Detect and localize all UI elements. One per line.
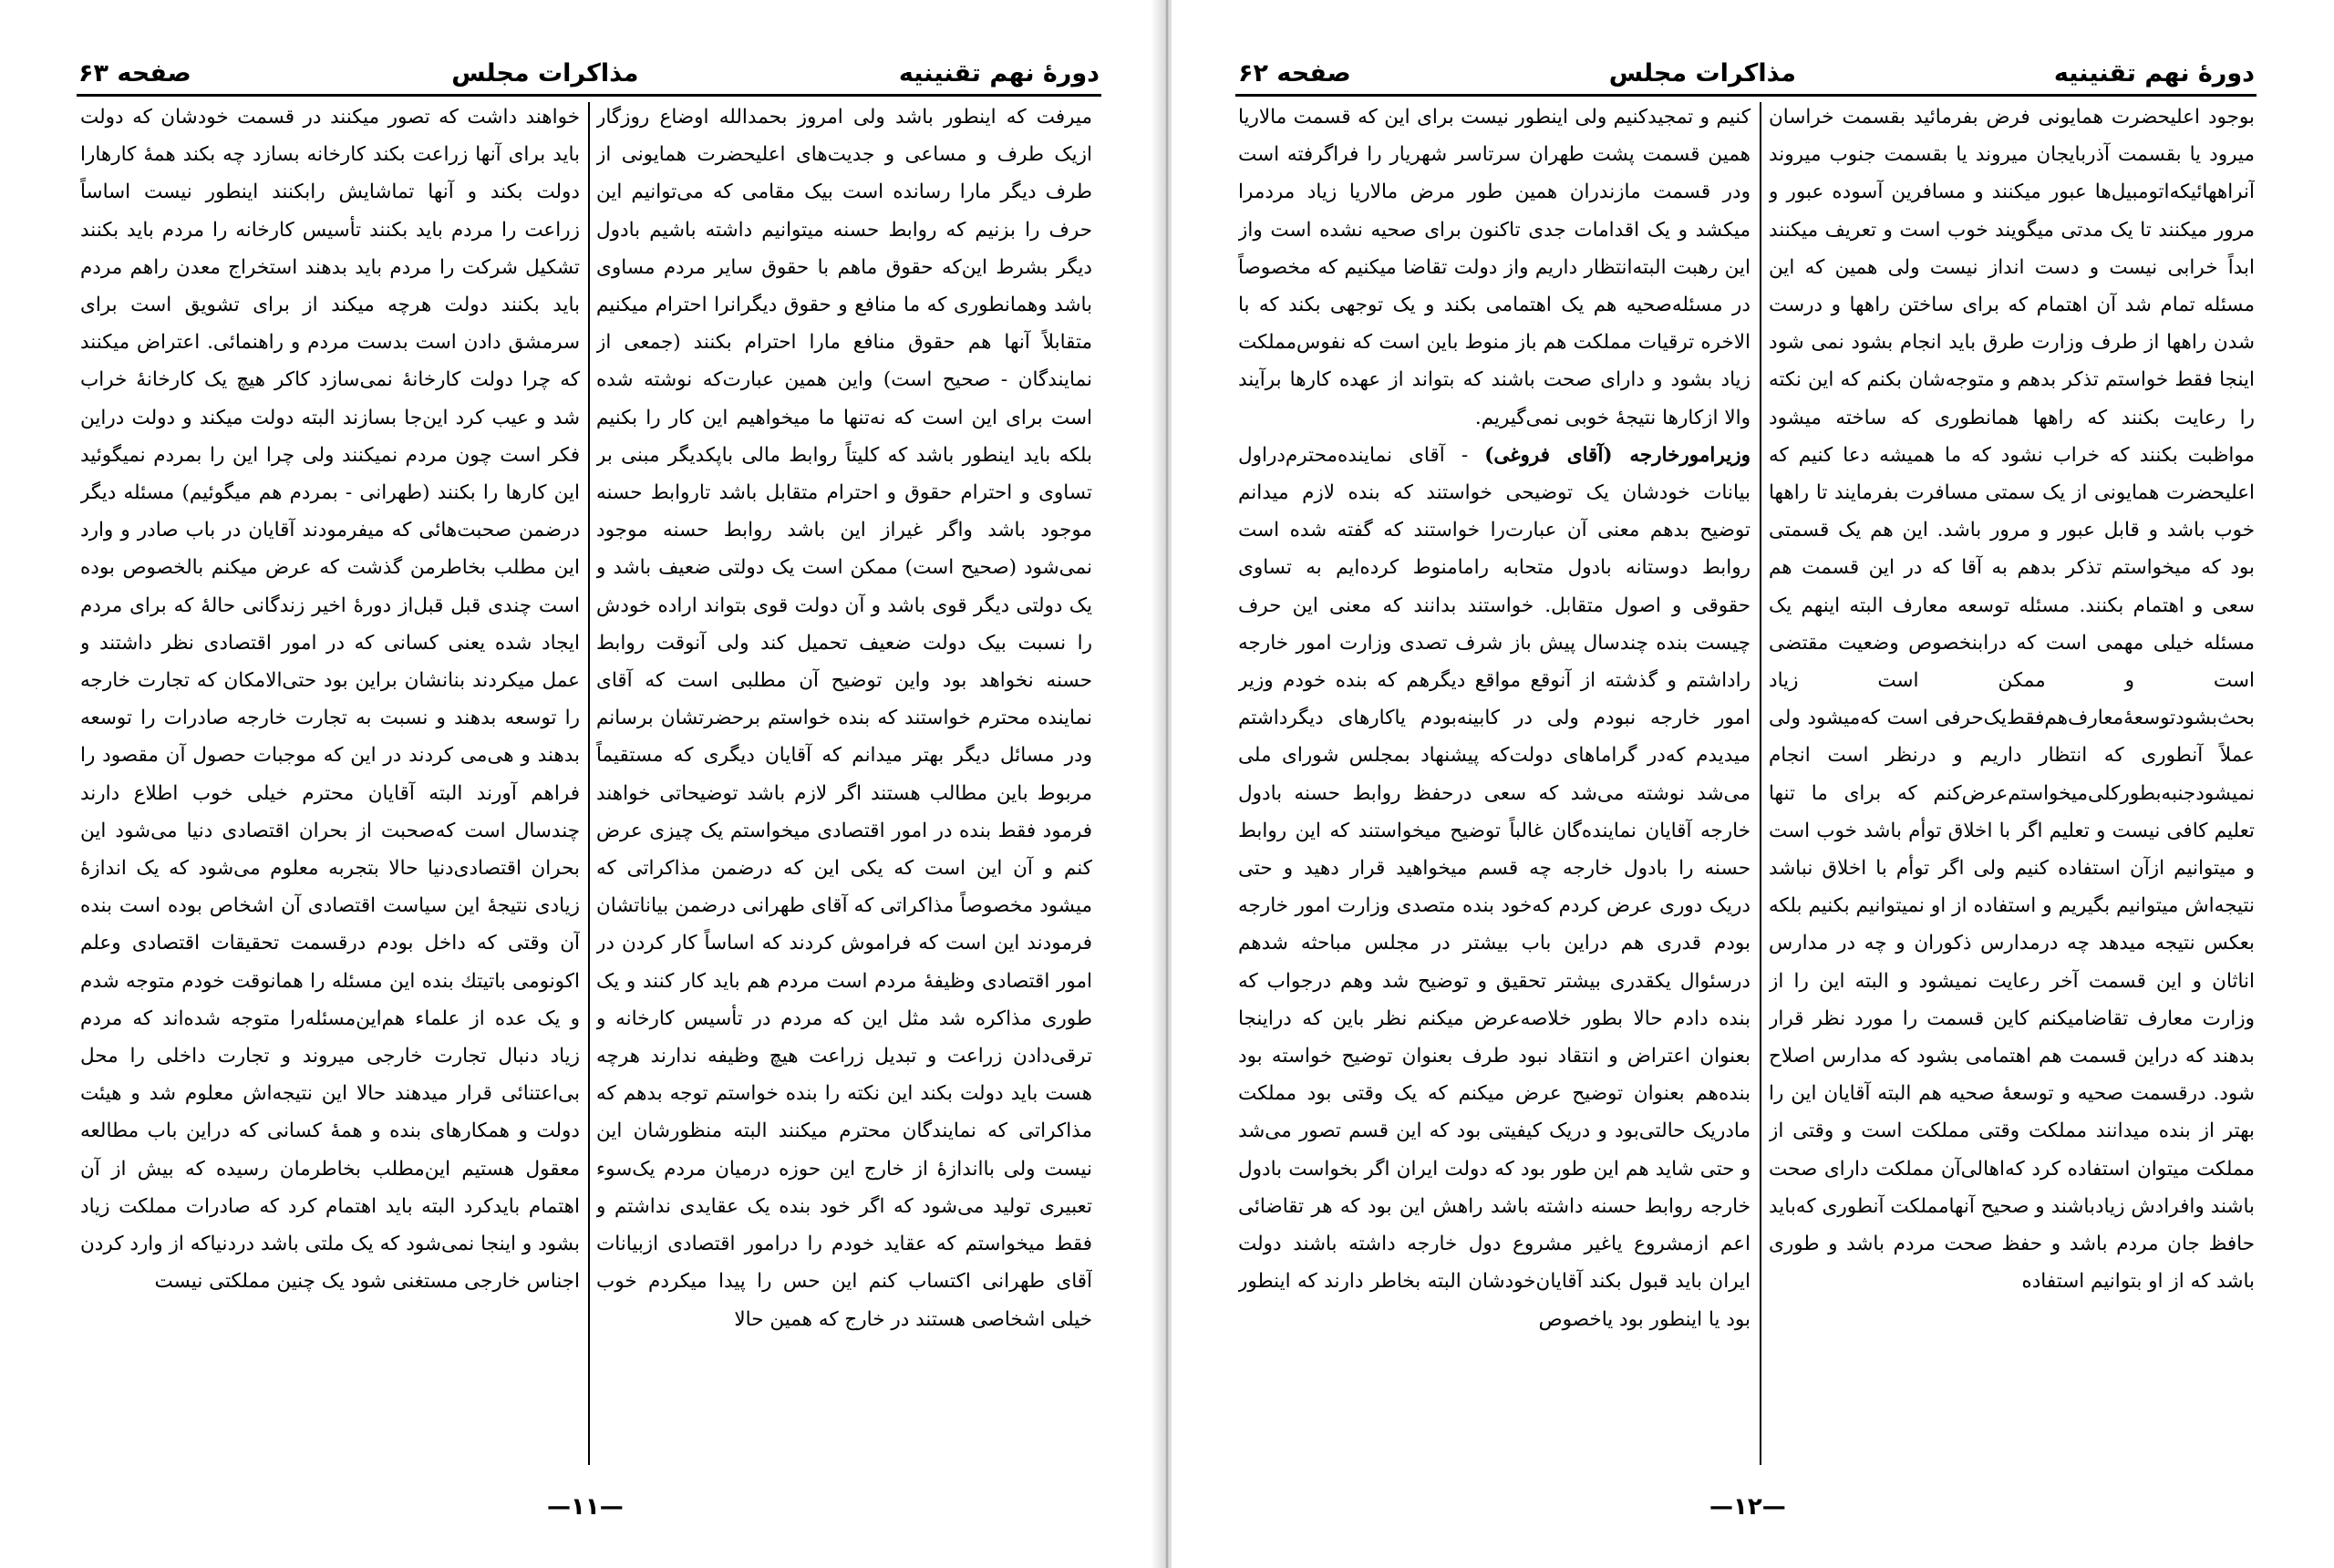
page-number: —۱۲— [1709,1493,1786,1521]
page-number: —۱۱— [547,1493,624,1521]
paragraph: کنیم و تمجید‌کنیم ولی اینطور نیست برای این که قسمت مالاریا همین قسمت پشت طهران سرتاسر شهریار را فراگرفته است ودر قسمت مازندران همین طور مرض مالاریا زیاد مردمرا میکشد و یک اقدامات جدی تاکنون برای صحیه نشده است واز این رهبت البته‌انتظار داریم واز دولت تقاضا میکنیم که مخصوصاً در مسئله‌صحیه هم یک اهتمامی بکند و یک توجهی بکند که با الاخره ترقیات مملکت هم باز منوط باین است که نفوس‌مملکت زیاد بشود و دارای صحت باشند که بتواند از عهده کارها برآیند والا ازکارها نتیجهٔ خوبی نمی‌گیریم. [1238,106,1750,429]
text-column-right [1769,98,2255,1466]
speaker-name: وزیرامورخارجه (آقای فروغی) [1484,443,1750,467]
column-divider [588,102,590,1465]
column-divider [1760,102,1761,1465]
session-label: دورهٔ نهم تقنینیه [898,58,1100,88]
session-label: دورهٔ نهم تقنینیه [2053,58,2255,88]
paragraph: میرفت که اینطور باشد ولی امروز بحمدالله اوضاع روزگار ازیک طرف و مساعی و جدیت‌های اعلیحضرت همایونی از طرف دیگر مارا رسانده است بیک مقامی که می‌توانیم این حرف را بزنیم که روابط حسنه میتوانیم داشته باشیم بادول دیگر بشرط این‌که حقوق ماهم با حقوق سایر مردم مساوی باشد وهمانطوری که ما منافع و حقوق دیگرانرا احترام میکنیم متقابلاً آنها هم حقوق منافع مارا احترام بکنند (جمعی از نمایندگان - صحیح است) واین همین عبارت‌که نوشته شده است برای این است که نه‌تنها ما میخواهیم این کار را بکنیم بلکه باید اینطور باشد که کلیتاً روابط مالی باپکدیگر مبنی بر تساوی و احترام حقوق و احترام متقابل باشد تاروابط حسنه موجود باشد واگر غیراز این باشد روابط حسنه موجود نمی‌شود (صحیح است) ممکن است یک دولتی ضعیف باشد و یک دولتی دیگر قوی باشد و آن دولت قوی بتواند اراده خودش را نسبت بیک دولت ضعیف تحمیل کند ولی آنوقت روابط حسنه نخواهد بود واین توضیح آن مطلبی است که آقای نماینده محترم خواستند که بنده خواستم برحضرتشان برسانم ودر مسائل دیگر بهتر میدانم که آقایان دیگری که مستقیماً مربوط باین مطالب هستند اگر لازم باشد توضیحاتی خواهند فرمود فقط بنده در امور اقتصادی میخواستم یک چیزی عرض کنم و آن این است که یکی این که درضمن مذاکراتی که میشود مخصوصاً مذاکراتی که آقای طهرانی درضمن بیاناتشان فرمودند این است که فراموش کردند که اساساً کار کردن در امور اقتصادی وظیفهٔ مردم است مردم هم باید کار کنند و یک طوری مذاکره شد مثل این که مردم در تأسیس کارخانه و ترقی‌دادن زراعت و تبدیل زراعت هیچ وظیفه ندارند هرچه هست باید دولت بکند این نکته را بنده خواستم توجه بدهم که مذاکراتی که نمایندگان محترم میکنند البته منظورشان این نیست ولی بااندازهٔ از خارج این حوزه درمیان مردم یک‌سوء تعبیری تولید می‌شود که اگر خود بنده یک عقایدی نداشتم و فقط میخواستم که عقاید خودم را درامور اقتصادی ازبیانات آقای طهرانی اکتساب کنم این حس را پیدا میکردم خوب خیلی اشخاصی هستند در خارج که همین حالا [596,106,1092,1331]
page-label: صفحه ۶۳ [78,58,191,88]
paragraph: بوجود اعلیحضرت همایونی فرض بفرمائید بقسمت خراسان میرود یا بقسمت آذربایجان میروند یا بقسمت جنوب میروند آنراههائیکه‌اتومبیل‌ها عبور میکنند و مسافرین آسوده عبور و مرور میکنند تا یک مدتی میگویند خوب است و تعریف میکنند ابداً خرابی نیست و دست انداز نیست ولی همین که این مسئله تمام شد آن اهتمام که برای ساختن راهها و درست شدن راهها از طرف وزارت طرق باید انجام بشود نمی شود اینجا فقط خواستم تذکر بدهم و متوجه‌شان بکنم که این نکته را رعایت بکنند که راهها همانطوری که ساخته میشود مواظبت بکنند که خراب نشود که ما همیشه دعا کنیم که اعلیحضرت همایونی از یک سمتی مسافرت بفرمایند تا راهها خوب باشد و قابل عبور و مرور باشد. این هم یک قسمتی بود که میخواستم تذکر بدهم به آقا که در این قسمت هم سعی و اهتمام بکنند. مسئله توسعه معارف البته اینهم یک مسئله خیلی مهمی است که درابنخصوص وضعیت مقتضی است و ممکن است زیاد بحث‌بشودتوسعهٔ‌معارف‌هم‌فقط‌یک‌حرفی است که‌میشود ولی عملاً آنطوری که انتظار داریم و درنظر است انجام نمیشود‌جنبه‌بطورکلی‌میخواستم‌عرض‌کنم که برای ما تنها تعلیم کافی نیست و تعلیم اگر با اخلاق توأم باشد خوب است و میتوانیم ازآن استفاده کنیم ولی اگر توأم با اخلاق نباشد نتیجه‌اش میتوانیم بگیریم و استفاده از او نمیتوانیم بکنیم بلکه بعکس نتیجه میدهد چه درمدارس ذکوران و چه در مدارس اناثان و این قسمت آخر رعایت نمیشود و البته این را از وزارت معارف تقاضامیکنم کاین قسمت را مورد نظر قرار بدهند که دراین قسمت هم اهتمامی بشود که مدارس اصلاح شود. درقسمت صحیه و توسعهٔ صحیه هم البته آقایان این را بهتر از بنده میدانند مملکت وقتی مملکت است و وقتی از مملکت میتوان استفاده کرد که‌اهالی‌آن مملکت دارای صحت باشند وافرادش زیادباشند و صحیح آنها‌مملکت آنطوری که‌باید حافظ جان مردم باشد و حفظ صحت مردم باشد و طوری باشد که از او بتوانیم استفاده [1769,106,2255,1294]
page-label: صفحه ۶۲ [1238,58,1351,88]
header-rule [77,94,1101,97]
text-column-left [1238,98,1750,1466]
right-page-header [1238,55,2255,91]
left-page [0,0,1162,1568]
speech-text: - آقای نماینده‌محترم‌دراول بیانات خودشان یک توضیحی خواستند که بنده لازم میدانم توضیح بدهم معنی آن عبارت‌را خواستند که گفته شده است روابط دوستانه بادول متحابه رامامنوط کرده‌ایم به تساوی حقوقی و اصول متقابل. خواستند بدانند که معنی این حرف چیست بنده چندسال پیش باز شرف تصدی وزارت امور خارجه راداشتم و گذشته از آنوقع مواقع دیگرهم که بنده خودم وزیر امور خارجه نبودم ولی در کابینه‌بودم یاکارهای دیگرداشتم میدیدم که‌در گراماهای دولت‌که پیشنهاد بمجلس شورای ملی می‌شد نوشته می‌شد که سعی درحفظ روابط حسنه بادول خارجه آقایان نماینده‌گان غالباً توضیح میخواستند که این روابط حسنه را بادول خارجه چه قسم میخواهید قرار دهید و حتی دریک دوری عرض کردم که‌خود بنده متصدی وزارت امور خارجه بودم قدری هم دراین باب بیشتر در مجلس مباحثه شدهم درسئوال یکقدری بیشتر تحقیق و توضیح شد وهم درجواب که بنده دادم حالا بطور خلاصه‌عرض میکنم نظر باین که دراینجا بعنوان اعتراض و انتقاد نبود طرف بعنوان توضیح خواسته بود بنده‌هم بعنوان توضیح عرض میکنم که یک وقتی بود مملکت مادریک حالتی‌بود و دریک کیفیتی بود که این قسم تصور می‌شد و حتی شاید هم این طور بود که دولت ایران اگر بخواست بادول خارجه روابط حسنه داشته باشد راهش این بود که هر تقاضائی اعم ازمشروع یاغیر مشروع دول خارجه داشته باشند دولت ایران باید قبول بکند آقایان‌خودشان البته بخاطر دارند که اینطور بود یا اینطور بود یاخصوص [1238,443,1750,1331]
running-title: مذاکرات مجلس [451,58,639,88]
header-rule [1235,94,2257,97]
speech-paragraph [1238,437,1750,1338]
paragraph: خواهند داشت که تصور میکنند در قسمت خودشان که دولت باید برای آنها زراعت بکند کارخانه بسازد چه بکند همهٔ کارهارا دولت بکند و آنها تماشایش رابکنند اینطور نیست اساساً زراعت را مردم باید بکنند تأسیس کارخانه را مردم باید بکنند تشکیل شرکت را مردم باید بدهند استخراج معدن راهم مردم باید بکنند دولت هرچه میکند از برای تشویق است برای سرمشق دادن است بدست مردم و راهنمائی. اعتراض میکنند که چرا دولت کارخانهٔ نمی‌سازد کاکر هیچ یک کارخانهٔ خراب شد و عیب کرد این‌جا بسازند البته دولت میکند و دولت دراین فکر است چون مردم نمیکنند ولی چرا این را بمردم نمیگوئید این کارها را بکنند (طهرانی - بمردم هم میگوئیم) مسئله دیگر درضمن صحبت‌هائی که میفرمودند آقایان در باب صادر و وارد این مطلب بخاطرمن گذشت که عرض میکنم بالخصوص بوده است چندی قبل قبل‌از دورهٔ اخیر زندگانی حالهٔ که برای مردم ایجاد شده یعنی کسانی که در امور اقتصادی نظر داشتند و عمل میکردند بنانشان براین بود حتی‌الامکان که تجارت خارجه را توسعه بدهند و نسبت به تجارت خارجه صادرات را توسعه بدهند و هی‌می کردند در این که موجبات حصول آن مقصود را فراهم آورند البته آقایان محترم خیلی خوب اطلاع دارند چندسال است که‌صحبت از بحران اقتصادی دنیا می‌شود این بحران اقتصادی‌دنیا حالا بتجربه معلوم می‌شود که یک اندازهٔ زیادی نتیجهٔ این سیاست اقتصادی آن اشخاص بوده است بنده آن وقتی که داخل بودم درقسمت تحقیقات اقتصادی وعلم اکونومی باتیتك بنده این مسئله را همانوقت خودم متوجه شدم و یک عده از علماء هم‌این‌مسئله‌را متوجه شده‌اند که مردم زیاد دنبال تجارت خارجی میروند و تجارت داخلی را محل بی‌اعتنائی قرار میدهند حالا این نتیجه‌اش معلوم شد و هیئت دولت و همکارهای بنده و همهٔ کسانی که دراین باب مطالعه معقول هستیم این‌مطلب بخاطرمان رسیده که بیش از آن اهتمام باید‌کرد البته باید اهتمام کرد که صادرات مملکت زیاد بشود و اینجا نمی‌شود که یک ملتی باشد دردنیاکه از وارد کردن اجناس خارجی مستغنی شود یک چنین مملکتی نیست [80,106,580,1294]
left-page-header [78,55,1100,91]
running-title: مذاکرات مجلس [1608,58,1796,88]
right-page [1172,0,2334,1568]
text-column-right [596,98,1092,1466]
text-column-left [80,98,580,1466]
